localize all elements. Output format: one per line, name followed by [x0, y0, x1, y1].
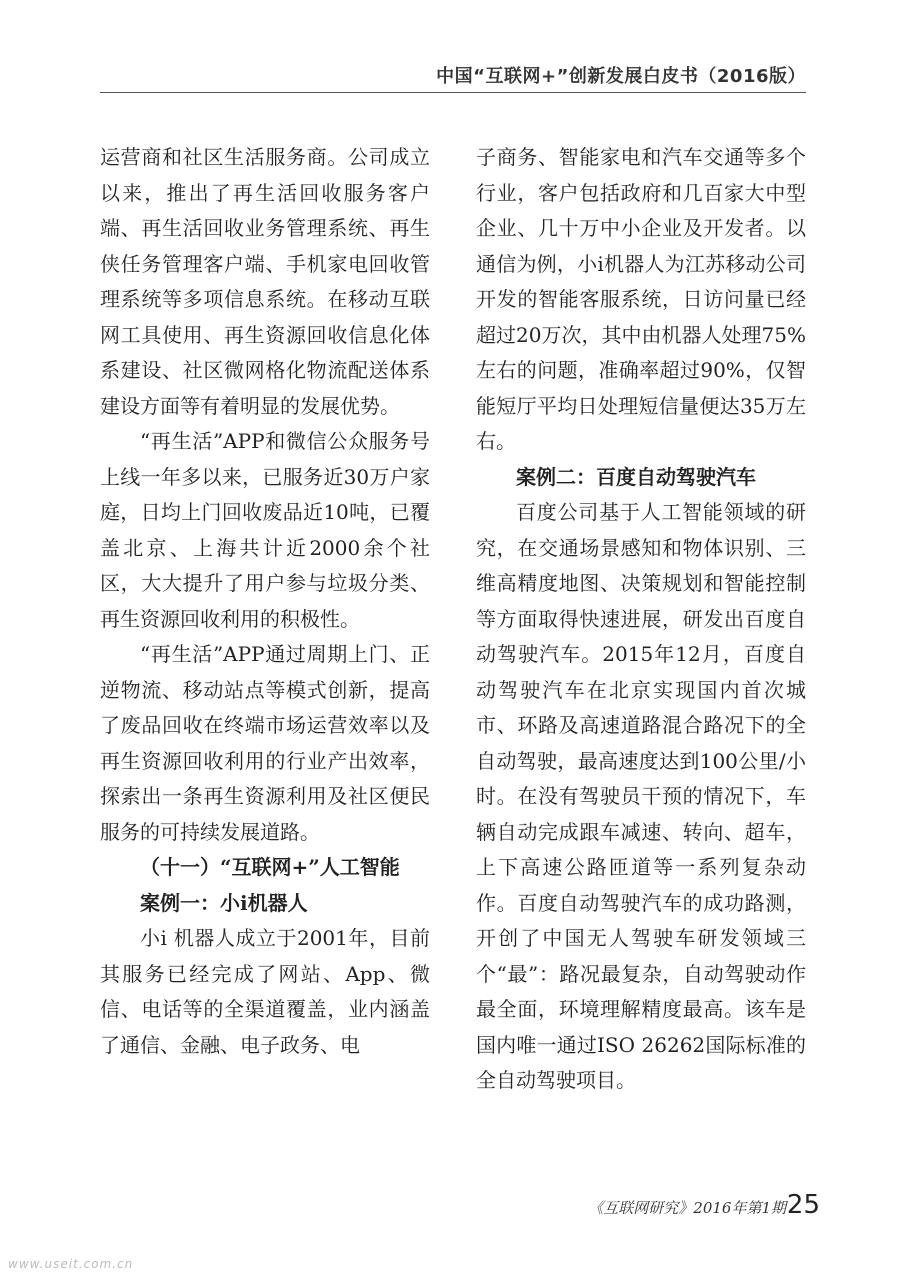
paragraph-continued: 子商务、智能家电和汽车交通等多个行业，客户包括政府和几百家大中型企业、几十万中小企业及开发者。以通信为例，小i机器人为江苏移动公司开发的智能客服系统，日访问量已经超过20万次，其中由机器人处理75%左右的问题，准确率超过90%，仅智能短厅平均日处理短信量便达35万左右。: [476, 145, 806, 453]
left-column: [100, 140, 430, 1063]
page-number: 25: [786, 1190, 820, 1220]
paragraph: 百度公司基于人工智能领域的研究，在交通场景感知和物体识别、三维高精度地图、决策规划和智能控制等方面取得快速进展，研发出百度自动驾驶汽车。2015年12月，百度自动驾驶汽车在北京实现国内首次城市、环路及高速道路混合路况下的全自动驾驶，最高速度达到100公里/小时。在没有驾驶员干预的情况下，车辆自动完成跟车减速、转向、超车，上下高速公路匝道等一系列复杂动作。百度自动驾驶汽车的成功路测，开创了中国无人驾驶车研发领域三个“最”：路况最复杂，自动驾驶动作最全面，环境理解精度最高。该车是国内唯一通过ISO 26262国际标准的全自动驾驶项目。: [476, 500, 806, 1092]
header-divider: [100, 92, 806, 93]
case-heading: 案例二：百度自动驾驶汽车: [516, 464, 756, 489]
paragraph: “再生活”APP通过周期上门、正逆物流、移动站点等模式创新，提高了废品回收在终端市场运营效率以及再生资源回收利用的行业产出效率，探索出一条再生资源利用及社区便民服务的可持续发展道路。: [100, 642, 430, 844]
journal-name: 《互联网研究》2016年第1期: [588, 1199, 786, 1217]
running-header: 中国“互联网+”创新发展白皮书（2016版）: [436, 66, 806, 87]
watermark: www.useit.com.cn: [8, 1257, 134, 1271]
paragraph: 小i 机器人成立于2001年，目前其服务已经完成了网站、App、微信、电话等的全渠道覆盖，业内涵盖了通信、金融、电子政务、电: [100, 926, 430, 1057]
case-heading: 案例一：小i机器人: [140, 890, 308, 915]
right-column: [476, 140, 806, 1099]
paragraph: “再生活”APP和微信公众服务号上线一年多以来，已服务近30万户家庭，日均上门回收废品近10吨，已覆盖北京、上海共计近2000余个社区，大大提升了用户参与垃圾分类、再生资源回收利用的积极性。: [100, 429, 430, 631]
section-heading: （十一）“互联网+”人工智能: [140, 855, 400, 879]
paragraph-continued: 运营商和社区生活服务商。公司成立以来，推出了再生活回收服务客户端、再生活回收业务管理系统、再生侠任务管理客户端、手机家电回收管理系统等多项信息系统。在移动互联网工具使用、再生资源回收信息化体系建设、社区微网格化物流配送体系建设方面等有着明显的发展优势。: [100, 145, 430, 418]
